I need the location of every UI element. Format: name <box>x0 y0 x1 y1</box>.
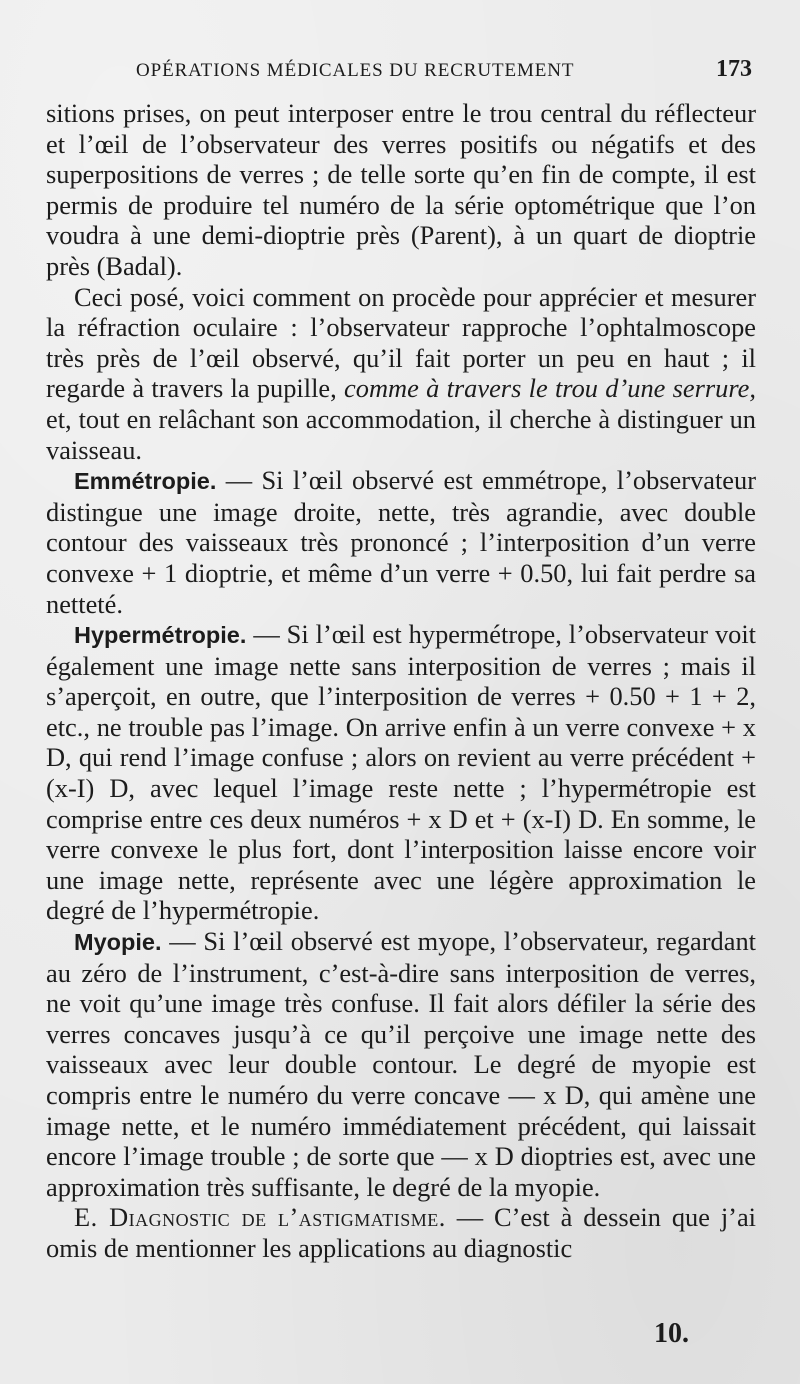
paragraph-myopia <box>46 926 756 1202</box>
paragraph-procedure-text-1: Ceci posé, voici comment on procède pour apprécier et mesurer la réfraction oculaire : l’observateur rapproche l’ophtalmoscope très près de l’œil observé, qu’il fait porter un peu en haut ; il regarde à travers la pupille, <box>46 281 756 404</box>
paragraph-procedure-text-2: et, tout en relâchant son accommodation, il cherche à distinguer un vaisseau. <box>46 403 756 465</box>
paragraph-emmetropia-text: — Si l’œil observé est emmétrope, l’observateur distingue une image droite, nette, très agrandie, avec double contour des vaisseaux très prononcé ; l’interposition d’un verre convexe + 1 dioptrie, et même d’un verre + 0.50, lui fait perdre sa netteté. <box>46 465 756 619</box>
paragraph-emmetropia <box>46 465 756 619</box>
paragraph-astigmatism-text: — C’est à dessein que j’ai omis de mentionner les applications au diagnostic <box>46 1202 756 1263</box>
paragraph-procedure <box>46 282 756 466</box>
body-text <box>46 98 756 1264</box>
section-heading-astigmatism: E. Diagnostic de l’astigmatisme. <box>74 1202 446 1233</box>
signature-mark: 10. <box>654 1318 689 1349</box>
paragraph-hypermetropia-text: — Si l’œil est hypermétrope, l’observateur voit également une image nette sans interposition de verres ; mais il s’aperçoit, en outre, que l’interposition de verres + 0.50 + 1 + 2, etc., ne trouble pas l’image. On arrive enfin à un verre convexe + x D, qui rend l’image confuse ; alors on revient au verre précédent + (x-I) D, avec lequel l’image reste nette ; l’hypermétropie est comprise entre ces deux numéros + x D et + (x-I) D. En somme, le verre convexe le plus fort, dont l’interposition laisse encore voir une image nette, représente avec une légère approximation le degré de l’hypermétropie. <box>46 619 756 926</box>
book-page <box>46 58 756 1264</box>
page-number: 173 <box>716 56 752 82</box>
italic-phrase: comme à travers le trou d’une serrure, <box>344 373 756 404</box>
section-heading-myopia: Myopie. <box>74 929 162 956</box>
section-heading-hypermetropia: Hypermétropie. <box>74 622 247 649</box>
paragraph-continuation: sitions prises, on peut interposer entre le trou central du réflecteur et l’œil de l’observateur des verres positifs ou négatifs et des superpositions de verres ; de telle sorte qu’en fin de compte, il est permis de produire tel numéro de la série optométrique que l’on voudra à une demi-dioptrie près (Parent), à un quart de dioptrie près (Badal). <box>46 98 756 281</box>
paragraph-hypermetropia <box>46 619 756 926</box>
running-head-title: OPÉRATIONS MÉDICALES DU RECRUTEMENT <box>136 60 575 81</box>
paragraph-myopia-text: — Si l’œil observé est myope, l’observateur, regardant au zéro de l’instrument, c’est-à-dire sans interposition de verres, ne voit qu’une image très confuse. Il fait alors défiler la série des verres concaves jusqu’à ce qu’il perçoive une image nette des vaisseaux avec leur double contour. Le degré de myopie est compris entre le numéro du verre concave — x D, qui amène une image nette, et le numéro immédiatement précédent, qui laissait encore l’image trouble ; de sorte que — x D dioptries est, avec une approximation très suffisante, le degré de la myopie. <box>46 926 756 1202</box>
section-heading-emmetropia: Emmétropie. <box>74 468 217 495</box>
running-head <box>46 58 756 98</box>
paragraph-astigmatism <box>46 1202 756 1263</box>
